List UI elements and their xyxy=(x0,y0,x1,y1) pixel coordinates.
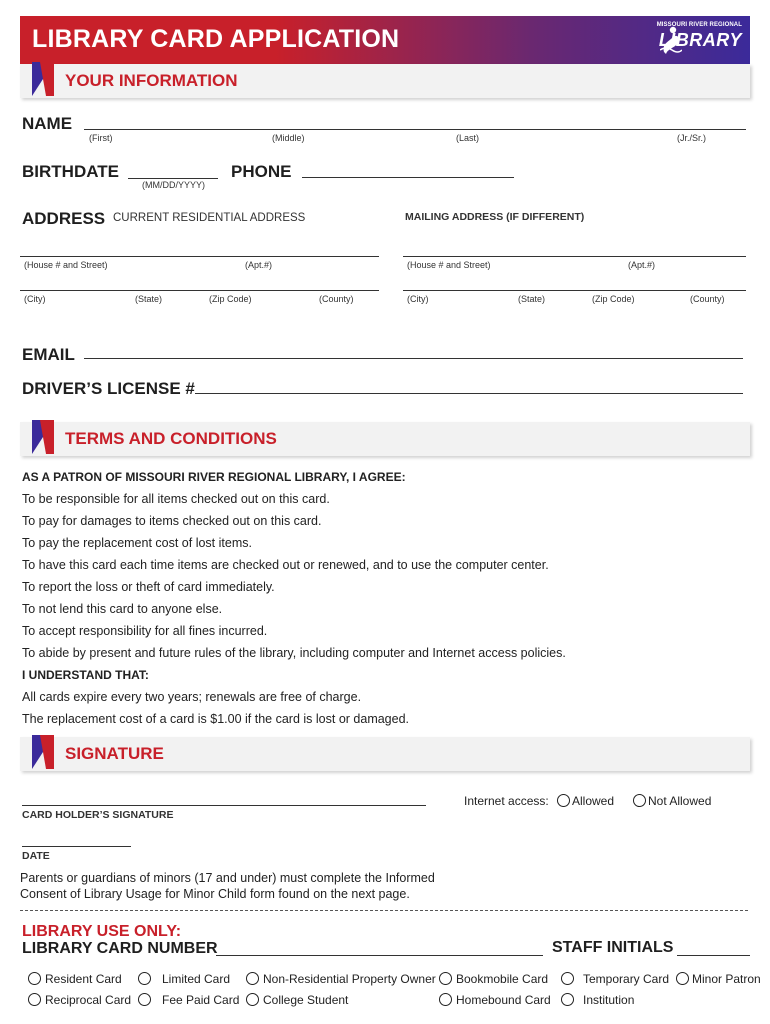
mailing-city-hint: (City) xyxy=(407,294,429,304)
name-middle-hint: (Middle) xyxy=(272,133,305,143)
mailing-zip-hint: (Zip Code) xyxy=(592,294,635,304)
date-label: DATE xyxy=(22,850,50,862)
homebound-card-radio[interactable] xyxy=(439,993,452,1006)
understand-heading: I UNDERSTAND THAT: xyxy=(22,668,149,682)
minor-patron-radio[interactable] xyxy=(676,972,689,985)
section-flag-icon xyxy=(32,735,54,769)
name-first-hint: (First) xyxy=(89,133,113,143)
email-input-line[interactable] xyxy=(84,358,743,359)
mailing-state-hint: (State) xyxy=(518,294,546,304)
fee-paid-card-radio[interactable] xyxy=(138,993,151,1006)
temporary-card-radio[interactable] xyxy=(561,972,574,985)
temporary-card-label: Temporary Card xyxy=(583,972,670,986)
page-title: LIBRARY CARD APPLICATION xyxy=(32,25,400,53)
fee-paid-card-label: Fee Paid Card xyxy=(162,993,240,1007)
library-card-number-label: LIBRARY CARD NUMBER xyxy=(22,940,218,957)
resident-card-label: Resident Card xyxy=(45,972,122,986)
mailing-county-hint: (County) xyxy=(690,294,725,304)
term-item: To pay for damages to items checked out on this card. xyxy=(22,514,322,528)
bookmobile-card-radio[interactable] xyxy=(439,972,452,985)
section-title: SIGNATURE xyxy=(65,744,164,763)
library-card-number-line[interactable] xyxy=(216,955,543,956)
drivers-license-input-line[interactable] xyxy=(195,393,743,394)
address-label: ADDRESS xyxy=(22,209,106,228)
reciprocal-card-label: Reciprocal Card xyxy=(45,993,132,1007)
minor-patron-label: Minor Patron xyxy=(692,972,761,986)
drivers-license-label: DRIVER’S LICENSE # xyxy=(22,379,195,398)
birthdate-label: BIRTHDATE xyxy=(22,162,119,181)
limited-card-radio[interactable] xyxy=(138,972,151,985)
limited-card-label: Limited Card xyxy=(162,972,231,986)
internet-allowed-label: Allowed xyxy=(572,794,615,808)
term-item: To report the loss or theft of card immediately. xyxy=(22,580,275,594)
mailing-apt-hint: (Apt.#) xyxy=(628,260,656,270)
street-hint: (House # and Street) xyxy=(24,260,108,270)
apt-hint: (Apt.#) xyxy=(245,260,273,270)
name-input-line[interactable] xyxy=(84,129,746,130)
library-logo xyxy=(656,22,742,58)
minor-note-line-1: Parents or guardians of minors (17 and under) must complete the Informed xyxy=(20,871,435,885)
address-sublabel: CURRENT RESIDENTIAL ADDRESS xyxy=(113,212,306,224)
term-item: To not lend this card to anyone else. xyxy=(22,602,223,616)
section-flag-icon xyxy=(32,62,54,96)
cut-line-divider xyxy=(20,910,748,911)
non-residential-radio[interactable] xyxy=(246,972,259,985)
reciprocal-card-radio[interactable] xyxy=(28,993,41,1006)
term-item: To be responsible for all items checked out on this card. xyxy=(22,492,330,506)
non-residential-label: Non-Residential Property Owner xyxy=(263,972,436,986)
institution-label: Institution xyxy=(583,993,635,1007)
phone-input-line[interactable] xyxy=(302,177,514,178)
phone-label: PHONE xyxy=(231,162,292,181)
staff-initials-label: STAFF INITIALS xyxy=(552,939,674,956)
understand-item: All cards expire every two years; renewals are free of charge. xyxy=(22,690,362,704)
college-student-radio[interactable] xyxy=(246,993,259,1006)
mailing-city-input-line[interactable] xyxy=(403,290,746,291)
internet-not-allowed-radio[interactable] xyxy=(633,794,646,807)
mailing-street-hint: (House # and Street) xyxy=(407,260,491,270)
bookmobile-card-label: Bookmobile Card xyxy=(456,972,549,986)
signature-input-line[interactable] xyxy=(22,805,426,806)
zip-hint: (Zip Code) xyxy=(209,294,252,304)
term-item: To accept responsibility for all fines incurred. xyxy=(22,624,268,638)
institution-radio[interactable] xyxy=(561,993,574,1006)
name-label: NAME xyxy=(22,114,73,133)
section-your-information xyxy=(20,64,750,98)
county-hint: (County) xyxy=(319,294,354,304)
header-banner xyxy=(20,16,750,64)
state-hint: (State) xyxy=(135,294,163,304)
city-input-line[interactable] xyxy=(20,290,379,291)
section-terms xyxy=(20,422,750,456)
birthdate-format-hint: (MM/DD/YYYY) xyxy=(142,180,205,190)
mailing-address-label: MAILING ADDRESS (IF DIFFERENT) xyxy=(405,211,585,223)
birthdate-input-line[interactable] xyxy=(128,178,218,179)
section-title: YOUR INFORMATION xyxy=(65,71,238,90)
term-item: To pay the replacement cost of lost items. xyxy=(22,536,252,550)
street-input-line[interactable] xyxy=(20,256,379,257)
section-signature xyxy=(20,737,750,771)
city-hint: (City) xyxy=(24,294,46,304)
mailing-street-input-line[interactable] xyxy=(403,256,746,257)
library-use-heading: LIBRARY USE ONLY: xyxy=(22,923,182,940)
internet-access-label: Internet access: xyxy=(464,794,549,808)
section-title: TERMS AND CONDITIONS xyxy=(65,429,277,448)
name-last-hint: (Last) xyxy=(456,133,480,143)
resident-card-radio[interactable] xyxy=(28,972,41,985)
logo-org-name: MISSOURI RIVER REGIONAL xyxy=(656,22,742,28)
staff-initials-line[interactable] xyxy=(677,955,750,956)
minor-note-line-2: Consent of Library Usage for Minor Child form found on the next page. xyxy=(20,887,410,901)
college-student-label: College Student xyxy=(263,993,349,1007)
card-holder-signature-label: CARD HOLDER’S SIGNATURE xyxy=(22,809,174,821)
date-input-line[interactable] xyxy=(22,846,131,847)
term-item: To abide by present and future rules of the library, including computer and Internet access policies. xyxy=(22,646,566,660)
homebound-card-label: Homebound Card xyxy=(456,993,551,1007)
internet-allowed-radio[interactable] xyxy=(557,794,570,807)
logo-library-text: LIBRARY xyxy=(658,30,742,50)
email-label: EMAIL xyxy=(22,345,75,364)
understand-item: The replacement cost of a card is $1.00 if the card is lost or damaged. xyxy=(22,712,410,726)
name-suffix-hint: (Jr./Sr.) xyxy=(677,133,706,143)
internet-not-allowed-label: Not Allowed xyxy=(648,794,712,808)
section-flag-icon xyxy=(32,420,54,454)
terms-heading: AS A PATRON OF MISSOURI RIVER REGIONAL LIBRARY, I AGREE: xyxy=(22,470,406,484)
term-item: To have this card each time items are checked out or renewed, and to use the computer center. xyxy=(22,558,549,572)
